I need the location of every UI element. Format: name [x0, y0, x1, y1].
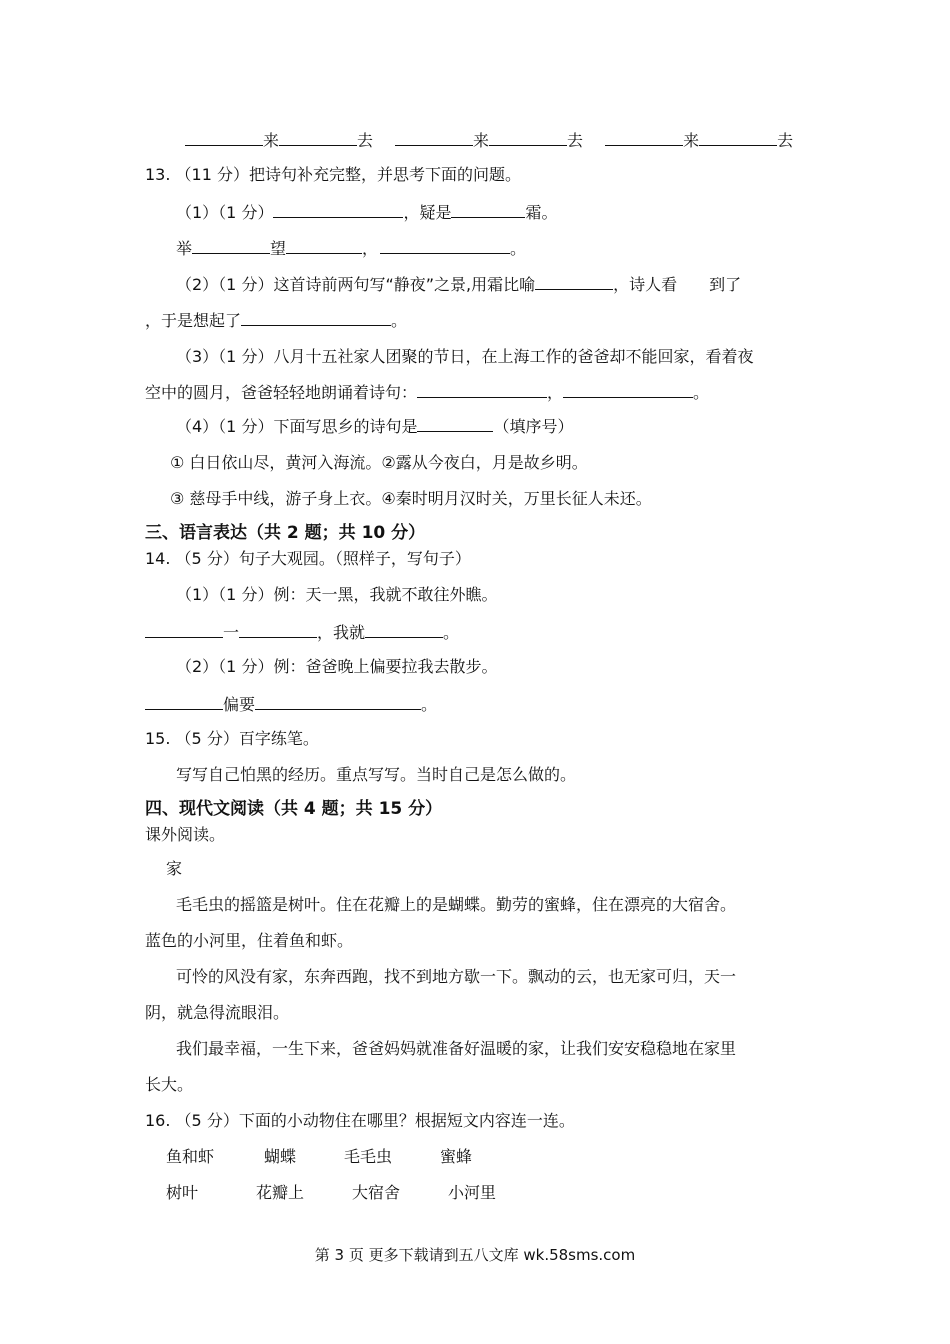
blank[interactable]	[239, 622, 317, 638]
blank[interactable]	[380, 238, 510, 254]
go-char: 去	[567, 131, 584, 150]
q14-part2-answer: 偏要 。	[145, 694, 437, 716]
blank[interactable]	[535, 274, 613, 290]
place-item[interactable]: 大宿舍	[352, 1183, 401, 1202]
blank[interactable]	[255, 694, 421, 710]
section-heading-3: 三、语言表达（共 2 题；共 10 分）	[145, 523, 426, 543]
animal-item[interactable]: 鱼和虾	[166, 1147, 215, 1166]
blank[interactable]	[451, 202, 525, 218]
blank[interactable]	[417, 416, 493, 432]
blank[interactable]	[279, 130, 357, 146]
blank[interactable]	[192, 238, 270, 254]
animal-item[interactable]: 蜜蜂	[440, 1147, 473, 1166]
q13-part1: （1）（1 分） ，疑是 霜。	[176, 203, 558, 222]
q13-part3: （3）（1 分）八月十五社家人团聚的节日，在上海工作的爸爸却不能回家，看着夜	[176, 347, 754, 366]
reading-intro: 课外阅读。	[145, 825, 226, 844]
blank[interactable]	[145, 694, 223, 710]
q14-prompt: 14. （5 分）句子大观园。（照样子，写句子）	[145, 549, 471, 568]
q14-part1-answer: 一 ，我就 。	[145, 622, 459, 644]
go-char: 去	[357, 131, 374, 150]
come-char: 来	[263, 131, 280, 150]
go-char: 去	[777, 131, 794, 150]
animal-item[interactable]: 蝴蝶	[264, 1147, 297, 1166]
blank[interactable]	[699, 130, 777, 146]
q13-part2-line2: ，于是想起了 。	[145, 311, 408, 330]
come-char: 来	[683, 131, 700, 150]
blank[interactable]	[145, 622, 223, 638]
place-item[interactable]: 花瓣上	[256, 1183, 305, 1202]
q13-options-b: ③ 慈母手中线，游子身上衣。④秦时明月汉时关，万里长征人未还。	[170, 489, 652, 508]
blank[interactable]	[185, 130, 263, 146]
blank[interactable]	[273, 202, 403, 218]
reading-para1-cont: 蓝色的小河里，住着鱼和虾。	[145, 931, 354, 950]
reading-para2: 可怜的风没有家，东奔西跑，找不到地方歇一下。飘动的云，也无家可归，天一	[176, 967, 737, 986]
reading-title: 家	[166, 859, 183, 878]
reading-para2-cont: 阴，就急得流眼泪。	[145, 1003, 290, 1022]
section-heading-4: 四、现代文阅读（共 4 题；共 15 分）	[145, 799, 443, 819]
come-char: 来	[473, 131, 490, 150]
q13-options-a: ① 白日依山尽，黄河入海流。②露从今夜白，月是故乡明。	[170, 453, 588, 472]
q15-prompt: 15. （5 分）百字练笔。	[145, 729, 319, 748]
q14-part1: （1）（1 分）例：天一黑，我就不敢往外瞧。	[176, 585, 498, 604]
blank[interactable]	[417, 382, 547, 398]
blank[interactable]	[241, 310, 391, 326]
blank[interactable]	[563, 382, 693, 398]
place-item[interactable]: 小河里	[448, 1183, 497, 1202]
q13-part1b: 举 望 ， 。	[176, 239, 527, 258]
q15-text: 写写自己怕黑的经历。重点写写。当时自己是怎么做的。	[176, 765, 577, 784]
reading-para3: 我们最幸福，一生下来，爸爸妈妈就准备好温暖的家，让我们安安稳稳地在家里	[176, 1039, 737, 1058]
animal-item[interactable]: 毛毛虫	[344, 1147, 393, 1166]
reading-para1: 毛毛虫的摇篮是树叶。住在花瓣上的是蝴蝶。勤劳的蜜蜂，住在漂亮的大宿舍。	[176, 895, 737, 914]
q13-prompt: 13. （11 分）把诗句补充完整，并思考下面的问题。	[145, 165, 522, 184]
blank[interactable]	[395, 130, 473, 146]
q13-part3-line2: 空中的圆月，爸爸轻轻地朗诵着诗句： ， 。	[145, 383, 710, 402]
place-item[interactable]: 树叶	[166, 1183, 199, 1202]
page-footer: 第 3 页 更多下载请到五八文库 wk.58sms.com	[314, 1246, 636, 1264]
q13-part4: （4）（1 分）下面写思乡的诗句是 （填序号）	[176, 417, 574, 436]
blank[interactable]	[605, 130, 683, 146]
q16-prompt: 16. （5 分）下面的小动物住在哪里？根据短文内容连一连。	[145, 1111, 575, 1130]
blank[interactable]	[489, 130, 567, 146]
reading-para3-cont: 长大。	[145, 1075, 194, 1094]
blank[interactable]	[286, 238, 362, 254]
q14-part2: （2）（1 分）例：爸爸晚上偏要拉我去散步。	[176, 657, 498, 676]
q13-part2: （2）（1 分）这首诗前两句写“静夜”之景,用霜比喻 ，诗人看 到了	[176, 275, 742, 294]
fill-row	[185, 130, 793, 152]
blank[interactable]	[365, 622, 443, 638]
